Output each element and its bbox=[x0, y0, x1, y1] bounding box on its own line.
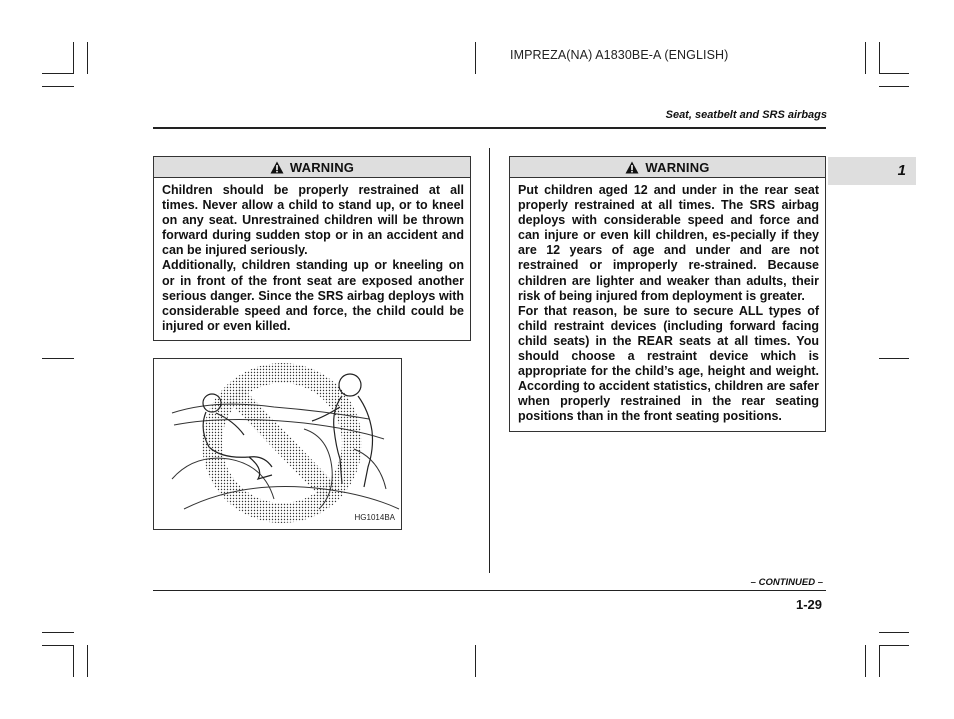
warning-triangle-icon bbox=[270, 161, 284, 174]
warning-paragraph: Put children aged 12 and under in the rear seat properly restrained at all times. The SRS airbag deploys with considerable speed and force and can injure or even kill children, es-pecially if they are 12 years of age and under and are not restrained or improperly re-strained. Because children are lighter and weaker than adults, their risk of being injured from deployment is greater. bbox=[518, 183, 819, 303]
page-number: 1-29 bbox=[795, 597, 822, 612]
crop-mark bbox=[865, 42, 866, 74]
crop-mark bbox=[879, 358, 909, 359]
warning-body bbox=[154, 178, 470, 340]
crop-mark bbox=[87, 645, 88, 677]
crop-mark bbox=[42, 86, 74, 87]
right-warning-box bbox=[509, 156, 826, 432]
crop-mark bbox=[879, 632, 909, 633]
crop-mark bbox=[879, 645, 909, 646]
warning-header bbox=[154, 157, 470, 178]
crop-mark bbox=[42, 645, 74, 646]
header-rule bbox=[153, 127, 826, 129]
illustration-figure bbox=[153, 358, 402, 530]
crop-mark bbox=[42, 358, 74, 359]
crop-mark bbox=[73, 42, 74, 74]
column-divider bbox=[489, 148, 490, 573]
crop-mark bbox=[879, 645, 880, 677]
footer-rule bbox=[153, 590, 826, 591]
crop-mark bbox=[87, 42, 88, 74]
chapter-tab bbox=[828, 157, 916, 185]
child-standing-prohibited-illustration bbox=[154, 359, 401, 529]
section-title: Seat, seatbelt and SRS airbags bbox=[665, 109, 827, 121]
crop-mark bbox=[475, 645, 476, 677]
left-warning-box bbox=[153, 156, 471, 341]
crop-mark bbox=[73, 645, 74, 677]
crop-mark bbox=[42, 73, 74, 74]
crop-mark bbox=[42, 632, 74, 633]
crop-mark bbox=[865, 645, 866, 677]
crop-mark bbox=[879, 86, 909, 87]
continued-label: – CONTINUED – bbox=[750, 577, 823, 588]
crop-mark bbox=[879, 73, 909, 74]
crop-mark bbox=[475, 42, 476, 74]
warning-body bbox=[510, 178, 825, 431]
crop-mark bbox=[879, 42, 880, 74]
warning-header bbox=[510, 157, 825, 178]
figure-caption: HG1014BA bbox=[354, 513, 395, 522]
document-id: IMPREZA(NA) A1830BE-A (ENGLISH) bbox=[510, 48, 729, 62]
warning-paragraph: For that reason, be sure to secure ALL types of child restraint devices (including forward facing child seats) in the REAR seats at all times. You should choose a restraint device which is appropriate for the child’s age, height and weight. According to accident statistics, children are safer when properly restrained in the rear seating positions than in the front seating positions. bbox=[518, 303, 819, 424]
warning-title: WARNING bbox=[289, 159, 355, 175]
warning-paragraph: Children should be properly restrained at all times. Never allow a child to stand up, or to kneel on any seat. Unrestrained children will be thrown forward during sudden stop or in an accident and can be injured seriously. bbox=[162, 183, 464, 258]
warning-paragraph: Additionally, children standing up or kneeling on or in front of the front seat are exposed another serious danger. Since the SRS airbag deploys with considerable speed and force, the child could be injured or even killed. bbox=[162, 258, 464, 333]
chapter-number: 1 bbox=[897, 162, 906, 179]
warning-title: WARNING bbox=[645, 159, 710, 175]
warning-triangle-icon bbox=[625, 161, 639, 174]
